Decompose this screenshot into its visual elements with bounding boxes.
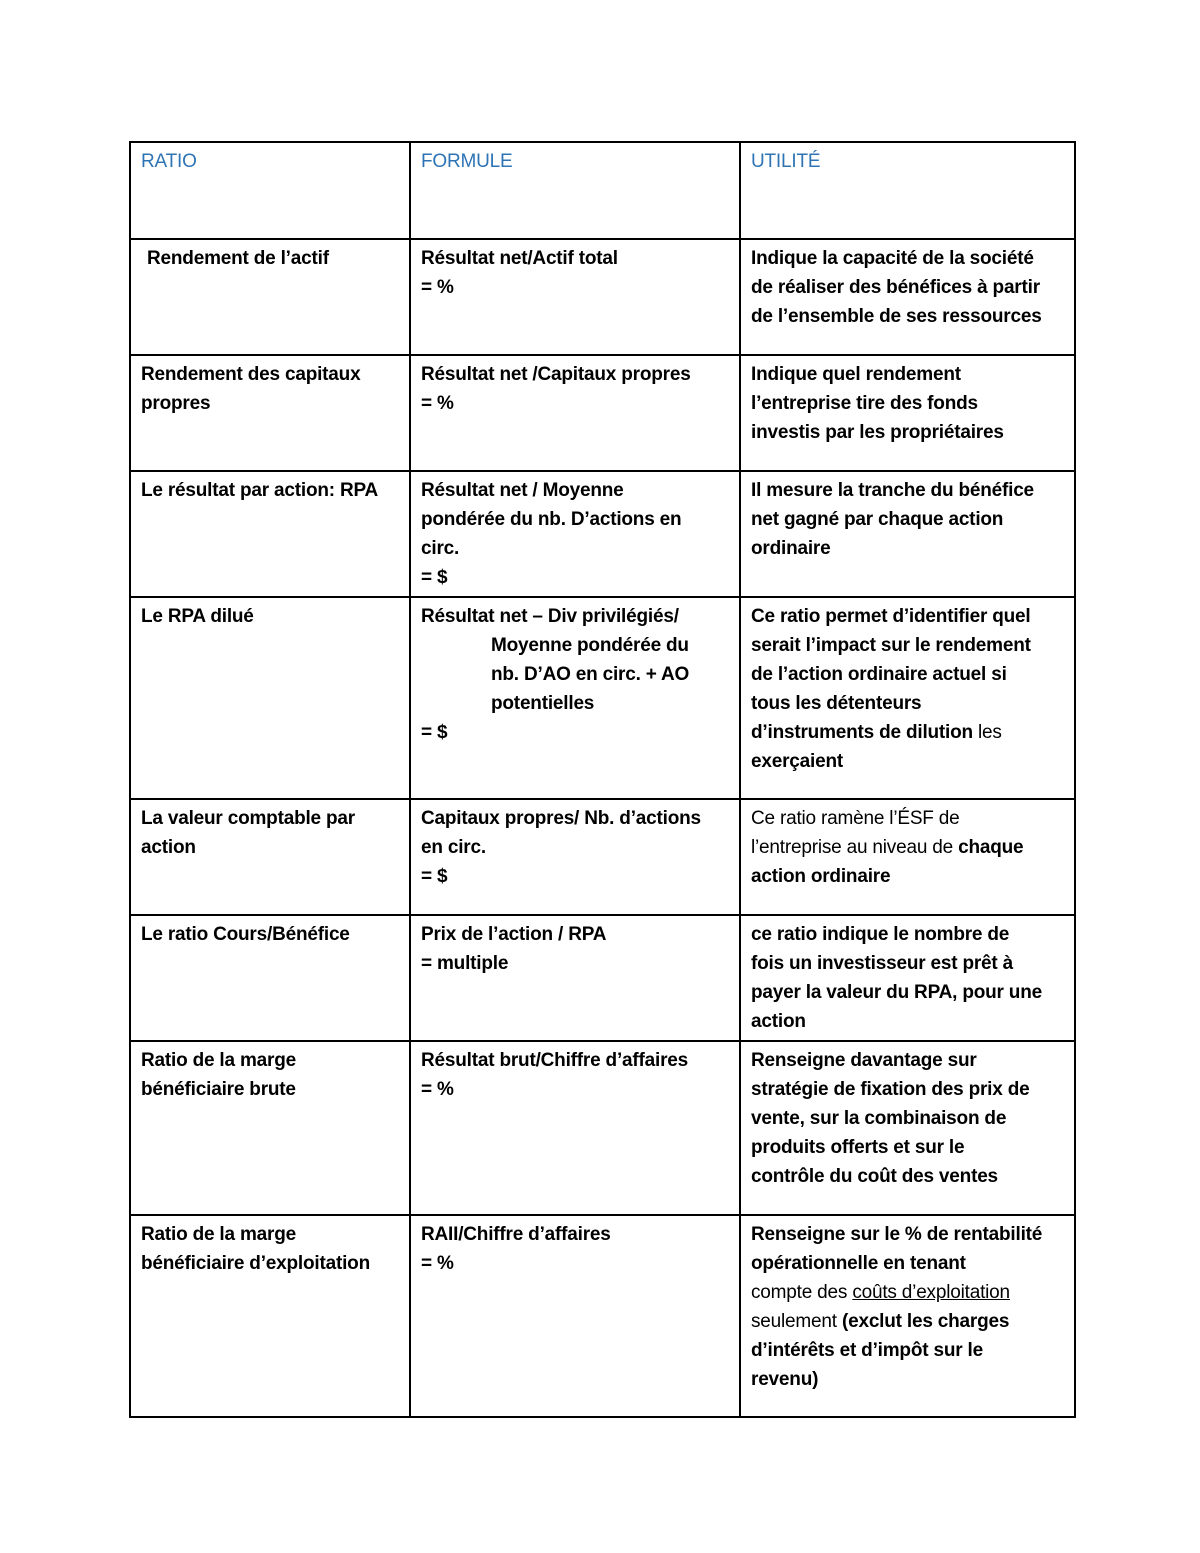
header-formule: FORMULE [410, 142, 740, 239]
utilite-cell: Ce ratio ramène l’ÉSF de l’entreprise au niveau de chaque action ordinaire [740, 799, 1075, 915]
formule-cell: Résultat brut/Chiffre d’affaires = % [410, 1041, 740, 1215]
formule-cell: Prix de l’action / RPA = multiple [410, 915, 740, 1041]
utilite-cell: Ce ratio permet d’identifier quel serait l’impact sur le rendement de l’action ordinaire actuel si tous les détenteurs d’instruments de dilution les exerçaient [740, 597, 1075, 799]
table-row [130, 1215, 1075, 1417]
table-row [130, 597, 1075, 799]
utilite-cell: Renseigne davantage sur stratégie de fixation des prix de vente, sur la combinaison de produits offerts et sur le contrôle du coût des ventes [740, 1041, 1075, 1215]
utilite-cell: Renseigne sur le % de rentabilité opérationnelle en tenant compte des coûts d’exploitation seulement (exclut les charges d’intérêts et d’impôt sur le revenu) [740, 1215, 1075, 1417]
table-row [130, 239, 1075, 355]
utilite-cell: Il mesure la tranche du bénéfice net gagné par chaque action ordinaire [740, 471, 1075, 597]
ratio-table [129, 141, 1076, 1418]
header-utilite: UTILITÉ [740, 142, 1075, 239]
ratio-cell: Le résultat par action: RPA [130, 471, 410, 597]
header-row [130, 142, 1075, 239]
formule-cell: RAII/Chiffre d’affaires = % [410, 1215, 740, 1417]
table-row [130, 915, 1075, 1041]
ratio-cell: Rendement des capitaux propres [130, 355, 410, 471]
formule-cell: Résultat net /Capitaux propres = % [410, 355, 740, 471]
formule-cell: Résultat net/Actif total = % [410, 239, 740, 355]
table-row [130, 471, 1075, 597]
ratio-cell: Ratio de la marge bénéficiaire d’exploitation [130, 1215, 410, 1417]
table-row [130, 355, 1075, 471]
formule-cell: Résultat net / Moyenne pondérée du nb. D’actions en circ. = $ [410, 471, 740, 597]
ratio-cell: Ratio de la marge bénéficiaire brute [130, 1041, 410, 1215]
ratio-cell: Rendement de l’actif [130, 239, 410, 355]
ratio-cell: La valeur comptable par action [130, 799, 410, 915]
ratio-cell: Le ratio Cours/Bénéfice [130, 915, 410, 1041]
utilite-cell: Indique quel rendement l’entreprise tire des fonds investis par les propriétaires [740, 355, 1075, 471]
table-row [130, 799, 1075, 915]
formule-cell: Résultat net – Div privilégiés/ Moyenne pondérée du nb. D’AO en circ. + AO potentielles = $ [410, 597, 740, 799]
formule-cell: Capitaux propres/ Nb. d’actions en circ. = $ [410, 799, 740, 915]
utilite-cell: ce ratio indique le nombre de fois un investisseur est prêt à payer la valeur du RPA, pour une action [740, 915, 1075, 1041]
table-row [130, 1041, 1075, 1215]
utilite-cell: Indique la capacité de la société de réaliser des bénéfices à partir de l’ensemble de ses ressources [740, 239, 1075, 355]
header-ratio: RATIO [130, 142, 410, 239]
ratio-cell: Le RPA dilué [130, 597, 410, 799]
